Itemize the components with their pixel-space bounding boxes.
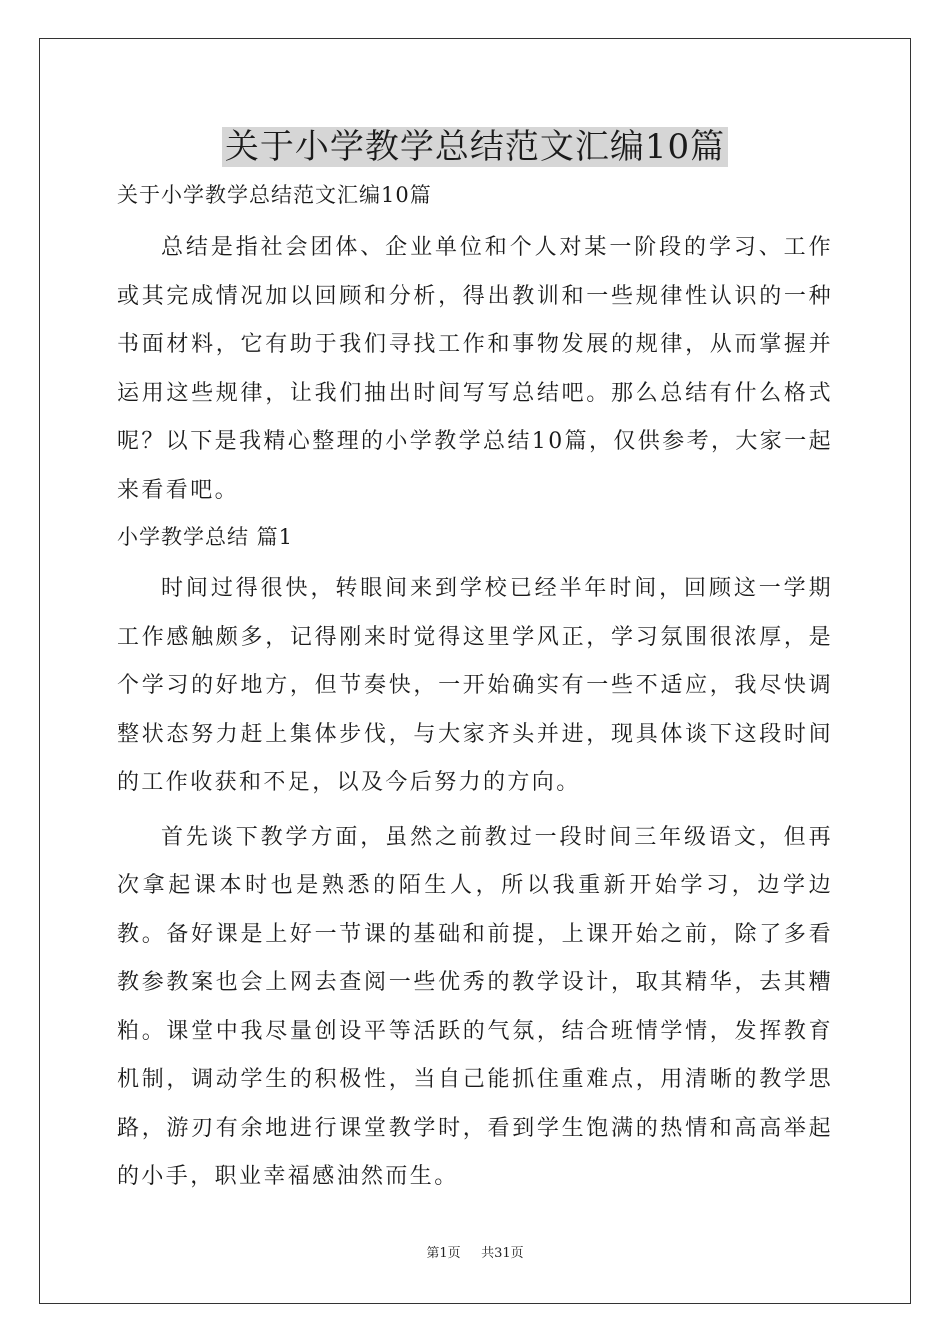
document-title-text: 关于小学教学总结范文汇编10篇 <box>222 127 728 167</box>
document-body <box>117 124 833 1202</box>
intro-paragraph: 总结是指社会团体、企业单位和个人对某一阶段的学习、工作或其完成情况加以回顾和分析，得出教训和一些规律性认识的一种书面材料，它有助于我们寻找工作和事物发展的规律，从而掌握并运用这些规律，让我们抽出时间写写总结吧。那么总结有什么格式呢？以下是我精心整理的小学教学总结10篇，仅供参考，大家一起来看看吧。 <box>117 235 833 503</box>
page-footer <box>0 1245 950 1263</box>
body-paragraph-1: 时间过得很快，转眼间来到学校已经半年时间，回顾这一学期工作感触颇多，记得刚来时觉得这里学风正，学习氛围很浓厚，是个学习的好地方，但节奏快，一开始确实有一些不适应，我尽快调整状态努力赶上集体步伐，与大家齐头并进，现具体谈下这段时间的工作收获和不足，以及今后努力的方向。 <box>117 576 833 795</box>
body-paragraph-2: 首先谈下教学方面，虽然之前教过一段时间三年级语文，但再次拿起课本时也是熟悉的陌生人，所以我重新开始学习，边学边教。备好课是上好一节课的基础和前提，上课开始之前，除了多看教参教案也会上网去查阅一些优秀的教学设计，取其精华，去其糟粕。课堂中我尽量创设平等活跃的气氛，结合班情学情，发挥教育机制，调动学生的积极性，当自己能抓住重难点，用清晰的教学思路，游刃有余地进行课堂教学时，看到学生饱满的热情和高高举起的小手，职业幸福感油然而生。 <box>117 824 833 1189</box>
document-subtitle: 关于小学教学总结范文汇编10篇 <box>117 183 432 207</box>
page-number: 第1页 <box>426 1246 461 1261</box>
document-title <box>117 124 833 170</box>
section-heading: 小学教学总结 篇1 <box>117 525 294 549</box>
page-total: 共31页 <box>481 1246 524 1261</box>
